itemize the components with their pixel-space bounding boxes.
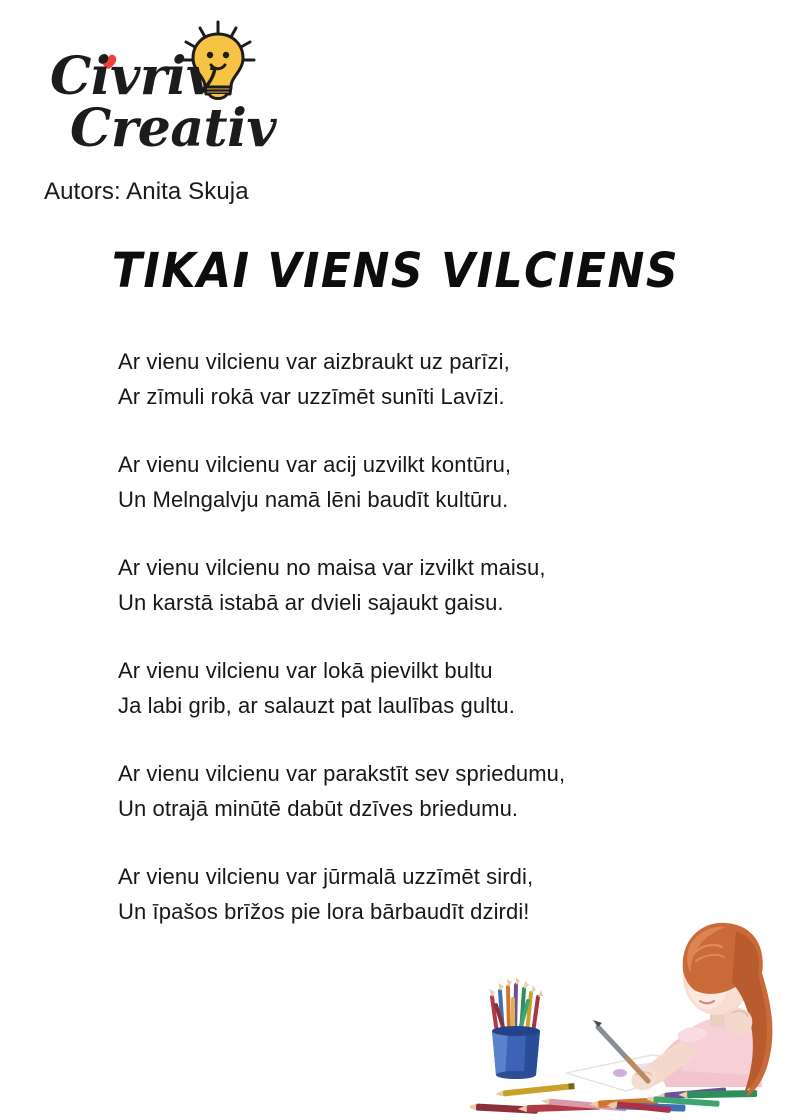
poem-line: Ar zīmuli rokā var uzzīmēt sunīti Lavīzi.	[118, 384, 505, 409]
poem-line: Ja labi grib, ar salauzt pat laulības gultu.	[118, 693, 515, 718]
brand-word-civriv: Civriv	[50, 46, 216, 107]
stanza	[118, 344, 718, 414]
poem-line: Ar vienu vilcienu var parakstīt sev spriedumu,	[118, 761, 566, 786]
stanza	[118, 653, 718, 723]
poem-line: Ar vienu vilcienu var aizbraukt uz parīzi,	[118, 349, 510, 374]
brand-word-creativ: Creativ	[70, 98, 277, 159]
pencil-cup	[489, 977, 543, 1079]
poem-line: Ar vienu vilcienu var jūrmalā uzzīmēt sirdi,	[118, 864, 534, 889]
girl-drawing-photo	[470, 915, 791, 1120]
poem-line: Un Melngalvju namā lēni baudīt kultūru.	[118, 487, 509, 512]
poem-line: Ar vienu vilcienu no maisa var izvilkt maisu,	[118, 555, 546, 580]
stanza	[118, 447, 718, 517]
poem-line: Un īpašos brīžos pie lora bārbaudīt dzirdi!	[118, 899, 530, 924]
poem-line: Un karstā istabā ar dvieli sajaukt gaisu.	[118, 590, 504, 615]
author-line: Autors: Anita Skuja	[44, 178, 249, 205]
poem-line: Ar vienu vilcienu var acij uzvilkt kontūru,	[118, 452, 512, 477]
poem-line: Un otrajā minūtē dabūt dzīves briedumu.	[118, 796, 519, 821]
stanza	[118, 756, 718, 826]
page-title: TIKAI VIENS VILCIENS	[111, 243, 680, 299]
stanza	[118, 550, 718, 620]
brand-logo	[44, 18, 284, 158]
poem-body	[118, 344, 718, 929]
poem-line: Ar vienu vilcienu var lokā pievilkt bultu	[118, 658, 493, 683]
